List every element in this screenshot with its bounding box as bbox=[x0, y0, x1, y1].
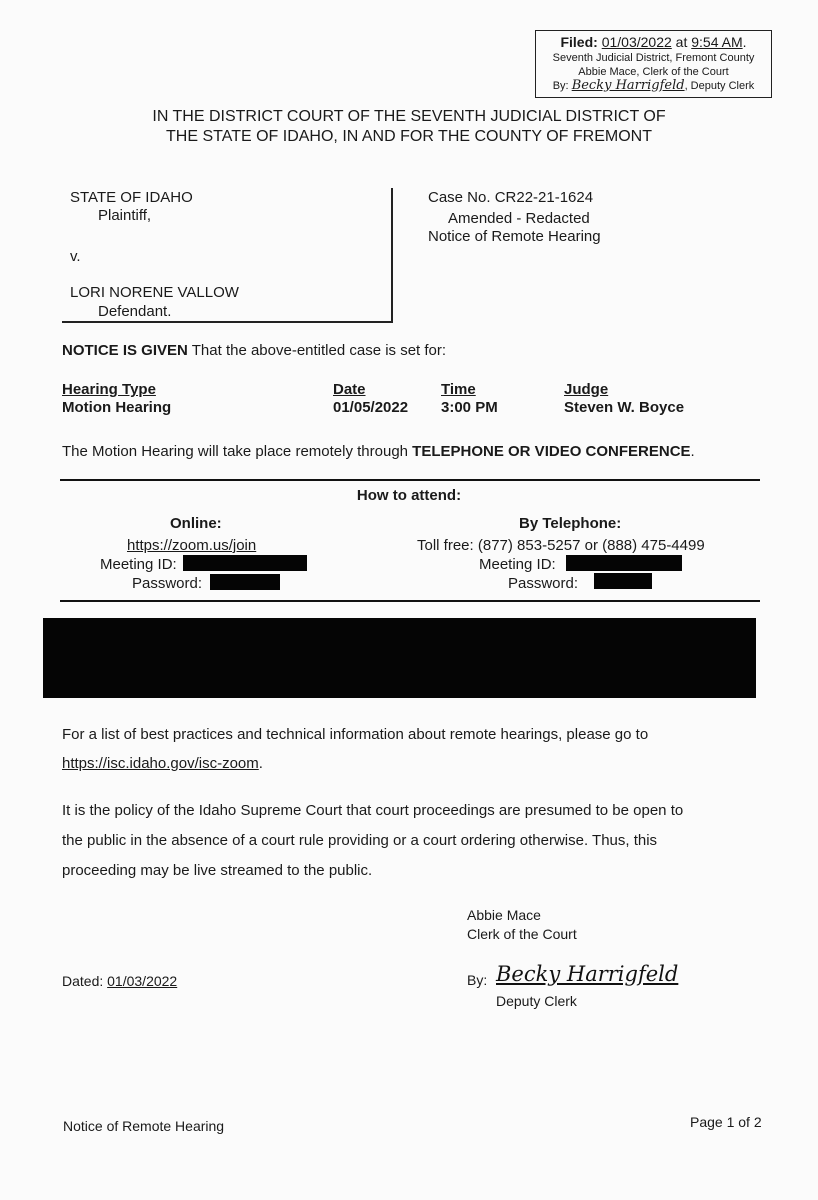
document-type-line-2: Notice of Remote Hearing bbox=[428, 228, 601, 245]
telephone-password-label: Password: bbox=[508, 575, 579, 592]
policy-line-3: proceeding may be live streamed to the public. bbox=[62, 862, 373, 879]
footer-title: Notice of Remote Hearing bbox=[63, 1118, 225, 1134]
online-meeting-id-label: Meeting ID: bbox=[100, 556, 177, 573]
header-date: Date bbox=[333, 381, 366, 398]
notice-sentence bbox=[62, 342, 446, 359]
clerk-name: Abbie Mace bbox=[467, 907, 541, 923]
clerk-title: Clerk of the Court bbox=[467, 926, 577, 942]
stamp-at: at bbox=[675, 34, 688, 50]
stamp-by-label: By: bbox=[552, 80, 569, 92]
defendant-name: LORI NORENE VALLOW bbox=[70, 284, 239, 301]
plaintiff-name: STATE OF IDAHO bbox=[70, 189, 193, 206]
header-judge: Judge bbox=[564, 381, 609, 398]
remote-sentence-end: . bbox=[690, 443, 695, 460]
court-title-line-2: THE STATE OF IDAHO, IN AND FOR THE COUNTY OF FREMONT bbox=[166, 128, 652, 145]
best-practices-line-2 bbox=[62, 755, 263, 772]
defendant-role: Defendant. bbox=[98, 303, 172, 320]
signer-title: Deputy Clerk bbox=[496, 993, 577, 1009]
filed-stamp bbox=[535, 30, 772, 98]
online-heading: Online: bbox=[170, 515, 222, 532]
header-hearing-type: Hearing Type bbox=[62, 381, 156, 398]
isc-zoom-link[interactable]: https://isc.idaho.gov/isc-zoom bbox=[62, 755, 259, 772]
stamp-signature: Becky Harrigfeld bbox=[571, 78, 685, 93]
online-password-redaction bbox=[210, 574, 280, 590]
signature-name: Becky Harrigfeld bbox=[496, 962, 679, 986]
notice-rest: That the above-entitled case is set for: bbox=[187, 342, 447, 359]
stamp-filed-label: Filed: bbox=[560, 34, 598, 50]
large-redaction-block bbox=[43, 618, 756, 698]
versus: v. bbox=[70, 248, 81, 265]
remote-sentence bbox=[62, 443, 695, 460]
remote-sentence-text: The Motion Hearing will take place remotely through bbox=[62, 443, 413, 460]
header-time: Time bbox=[441, 381, 476, 398]
telephone-meeting-id-redaction bbox=[566, 555, 682, 571]
policy-line-2: the public in the absence of a court rule providing or a court ordering otherwise. Thus, this bbox=[62, 832, 658, 849]
signature-by-label: By: bbox=[467, 972, 488, 988]
attend-rule-top bbox=[60, 479, 760, 481]
best-practices-end: . bbox=[258, 755, 263, 772]
policy-line-1: It is the policy of the Idaho Supreme Court that court proceedings are presumed to be open to bbox=[62, 802, 684, 819]
toll-free-numbers: Toll free: (877) 853-5257 or (888) 475-4499 bbox=[417, 537, 705, 554]
caption-divider-horizontal bbox=[62, 321, 393, 323]
page-number: Page 1 of 2 bbox=[690, 1114, 762, 1130]
court-title-line-1: IN THE DISTRICT COURT OF THE SEVENTH JUDICIAL DISTRICT OF bbox=[152, 108, 666, 125]
telephone-meeting-id-label: Meeting ID: bbox=[479, 556, 556, 573]
stamp-clerk: Abbie Mace, Clerk of the Court bbox=[578, 66, 729, 78]
hearing-judge-value: Steven W. Boyce bbox=[564, 399, 685, 416]
online-meeting-id-redaction bbox=[183, 555, 307, 571]
stamp-filed-time: 9:54 AM bbox=[691, 34, 743, 50]
notice-lead: NOTICE IS GIVEN bbox=[62, 342, 188, 359]
stamp-period: . bbox=[742, 34, 747, 50]
attend-heading: How to attend: bbox=[356, 487, 462, 504]
dated-line bbox=[62, 973, 177, 989]
dated-label: Dated: bbox=[62, 973, 108, 989]
stamp-by-line bbox=[536, 79, 771, 93]
caption-divider-vertical bbox=[391, 188, 393, 321]
document-type-line-1: Amended - Redacted bbox=[448, 210, 590, 227]
attend-rule-bottom bbox=[60, 600, 760, 602]
stamp-by-title: , Deputy Clerk bbox=[684, 80, 755, 92]
plaintiff-role: Plaintiff, bbox=[98, 207, 152, 224]
remote-sentence-emphasis: TELEPHONE OR VIDEO CONFERENCE bbox=[412, 443, 691, 460]
zoom-link[interactable]: https://zoom.us/join bbox=[127, 537, 257, 554]
hearing-type-value: Motion Hearing bbox=[62, 399, 172, 416]
telephone-password-redaction bbox=[594, 573, 652, 589]
online-password-label: Password: bbox=[132, 575, 203, 592]
best-practices-line-1: For a list of best practices and technical information about remote hearings, please go to bbox=[62, 726, 649, 743]
stamp-filed-line bbox=[536, 34, 771, 51]
hearing-time-value: 3:00 PM bbox=[441, 399, 498, 416]
stamp-district: Seventh Judicial District, Fremont County bbox=[552, 52, 755, 64]
telephone-heading: By Telephone: bbox=[519, 515, 622, 532]
case-number: Case No. CR22-21-1624 bbox=[428, 189, 594, 206]
dated-date: 01/03/2022 bbox=[107, 973, 178, 989]
hearing-date-value: 01/05/2022 bbox=[333, 399, 409, 416]
stamp-filed-date: 01/03/2022 bbox=[601, 34, 672, 50]
